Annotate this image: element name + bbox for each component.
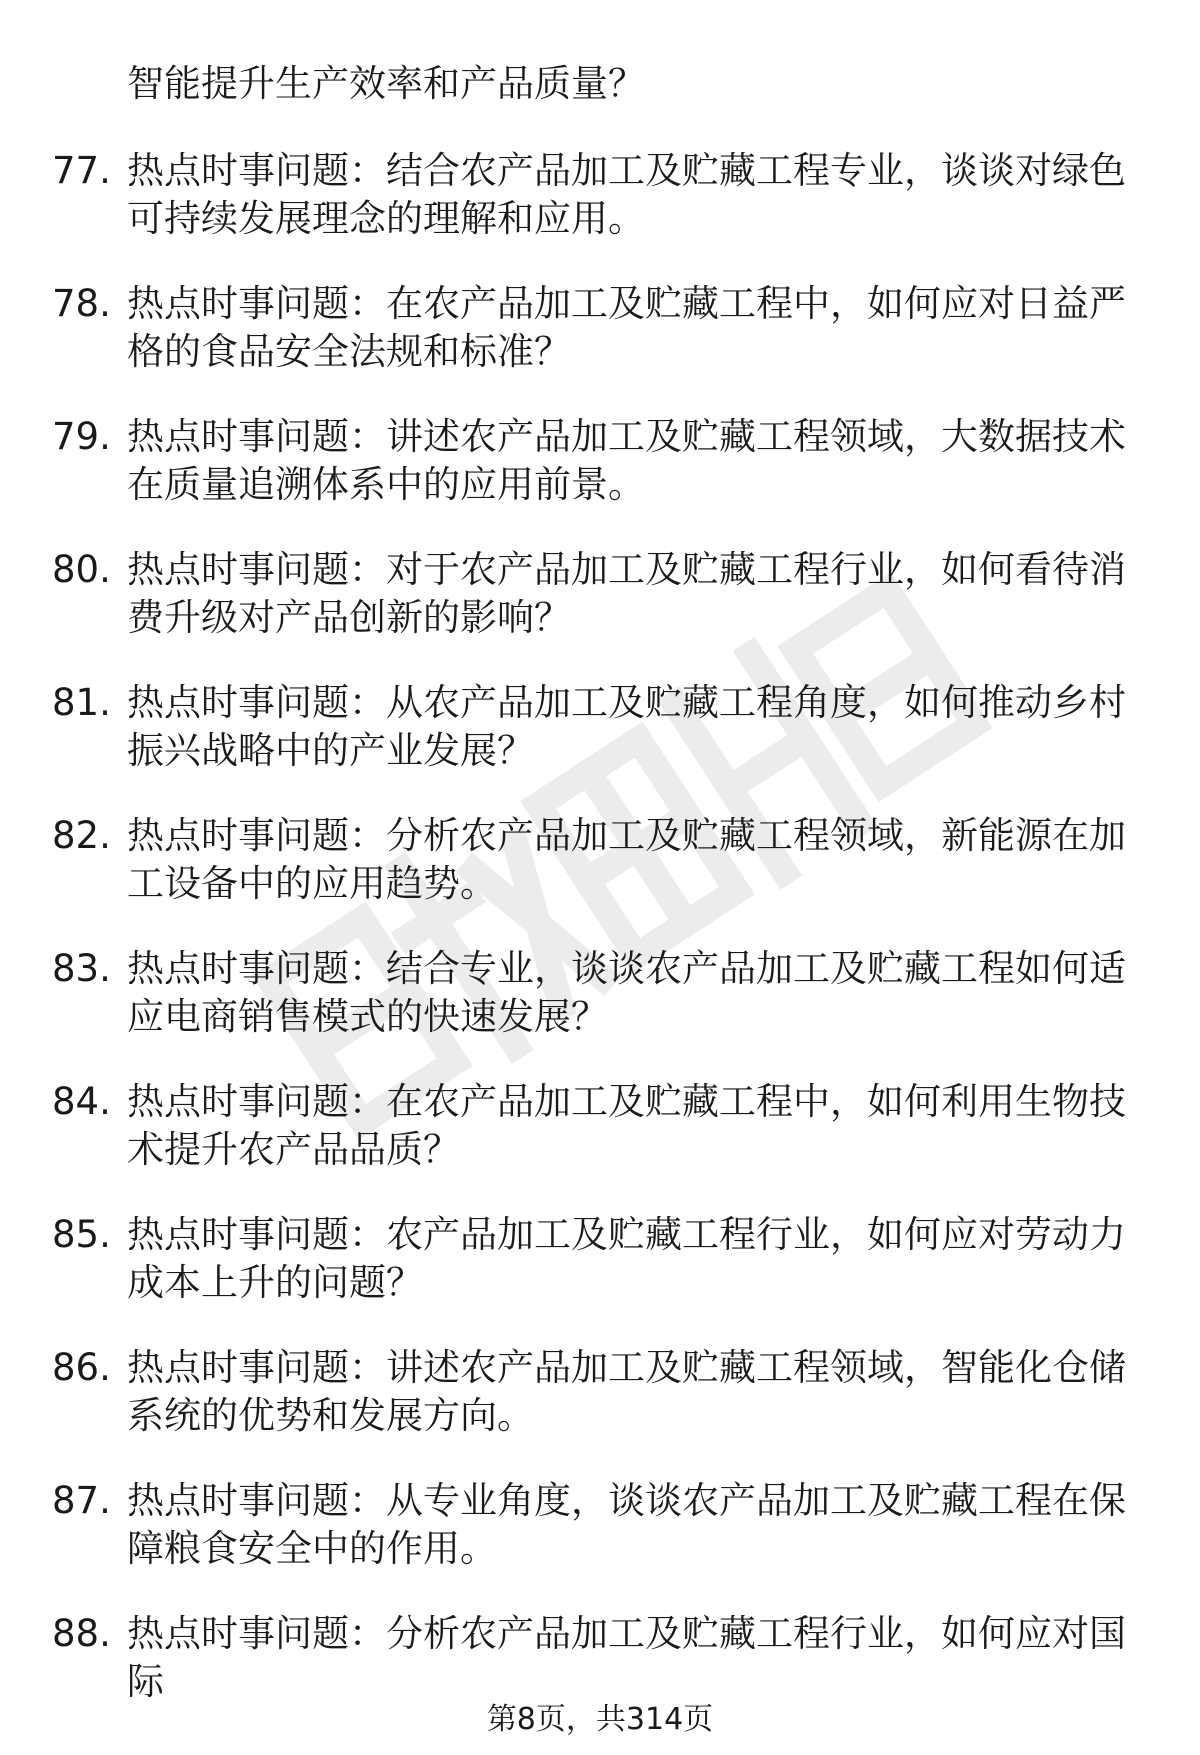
question-number: 83. (52, 947, 111, 990)
question-text: 热点时事问题：农产品加工及贮藏工程行业，如何应对劳动力成本上升的问题？ (127, 1213, 1126, 1304)
question-number: 79. (52, 415, 111, 458)
question-item (0, 1477, 1200, 1573)
question-text: 热点时事问题：从农产品加工及贮藏工程角度，如何推动乡村振兴战略中的产业发展？ (127, 681, 1126, 772)
question-text: 热点时事问题：在农产品加工及贮藏工程中，如何利用生物技术提升农产品品质？ (127, 1080, 1126, 1171)
question-text: 热点时事问题：从专业角度，谈谈农产品加工及贮藏工程在保障粮食安全中的作用。 (127, 1479, 1126, 1570)
continuation-text: 智能提升生产效率和产品质量？ (127, 62, 645, 105)
question-item (0, 1211, 1200, 1307)
page-footer: 第8页，共314页 (486, 1702, 714, 1737)
question-text: 热点时事问题：分析农产品加工及贮藏工程行业，如何应对国际 (127, 1612, 1126, 1703)
question-text: 热点时事问题：讲述农产品加工及贮藏工程领域，大数据技术在质量追溯体系中的应用前景。 (127, 415, 1126, 506)
question-item (0, 1344, 1200, 1440)
question-item (0, 413, 1200, 509)
question-item (0, 147, 1200, 243)
question-number: 88. (52, 1612, 111, 1655)
question-item (0, 679, 1200, 775)
question-item (0, 546, 1200, 642)
question-text: 热点时事问题：对于农产品加工及贮藏工程行业，如何看待消费升级对产品创新的影响？ (127, 548, 1126, 639)
document-body (0, 60, 1200, 1743)
question-list (0, 147, 1200, 1706)
question-text: 热点时事问题：结合农产品加工及贮藏工程专业，谈谈对绿色可持续发展理念的理解和应用。 (127, 149, 1126, 240)
question-text: 热点时事问题：讲述农产品加工及贮藏工程领域，智能化仓储系统的优势和发展方向。 (127, 1346, 1126, 1437)
question-number: 86. (52, 1346, 111, 1389)
question-text: 热点时事问题：在农产品加工及贮藏工程中，如何应对日益严格的食品安全法规和标准？ (127, 282, 1126, 373)
question-text: 热点时事问题：结合专业，谈谈农产品加工及贮藏工程如何适应电商销售模式的快速发展？ (127, 947, 1126, 1038)
question-text: 热点时事问题：分析农产品加工及贮藏工程领域，新能源在加工设备中的应用趋势。 (127, 814, 1126, 905)
question-number: 87. (52, 1479, 111, 1522)
question-item (0, 1610, 1200, 1706)
question-number: 77. (52, 149, 111, 192)
question-number: 80. (52, 548, 111, 591)
question-number: 84. (52, 1080, 111, 1123)
question-item (0, 812, 1200, 908)
question-number: 82. (52, 814, 111, 857)
question-item (0, 1078, 1200, 1174)
question-number: 85. (52, 1213, 111, 1256)
question-number: 81. (52, 681, 111, 724)
question-item (0, 945, 1200, 1041)
question-number: 78. (52, 282, 111, 325)
question-item (0, 280, 1200, 376)
